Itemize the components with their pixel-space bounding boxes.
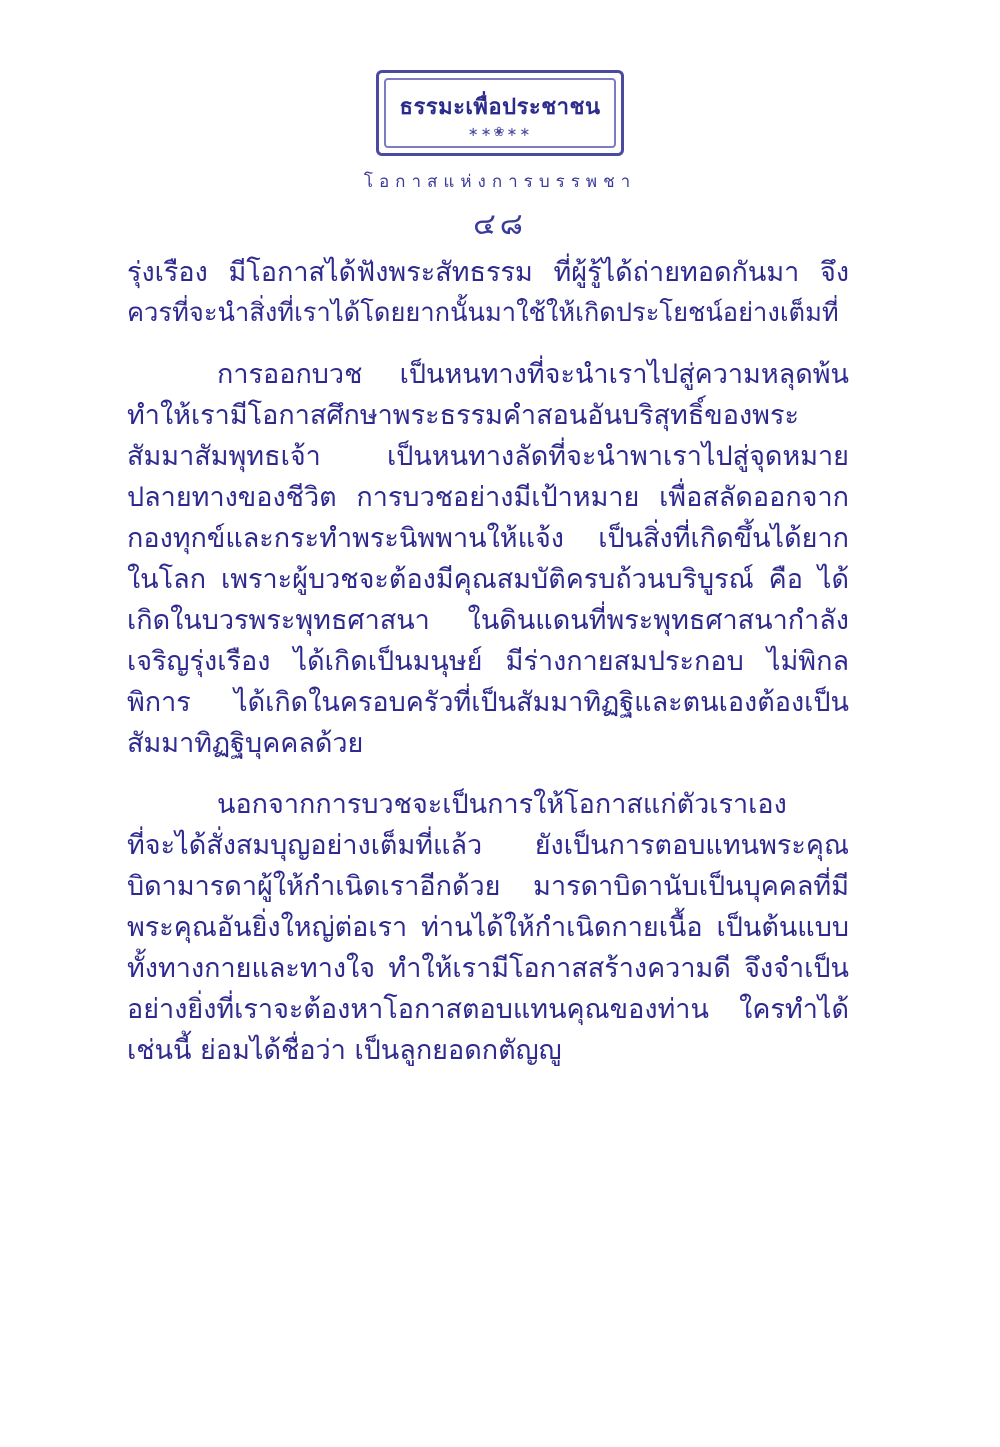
- text-line: บิดามารดาผู้ให้กำเนิดเราอีกด้วย มารดาบิดานับเป็นบุคคลที่มี: [127, 871, 849, 902]
- text-line: เจริญรุ่งเรือง ได้เกิดเป็นมนุษย์ มีร่างกายสมประกอบ ไม่พิกล: [127, 646, 849, 677]
- text-line: การออกบวช เป็นหนทางที่จะนำเราไปสู่ความหลุดพ้น: [217, 359, 849, 390]
- text-line: สัมมาสัมพุทธเจ้า เป็นหนทางลัดที่จะนำพาเราไปสู่จุดหมาย: [127, 441, 849, 472]
- series-logo: [376, 70, 624, 156]
- page-number: ๔๘: [473, 207, 527, 242]
- text-line: ที่จะได้สั่งสมบุญอย่างเต็มที่แล้ว ยังเป็นการตอบแทนพระคุณ: [127, 830, 849, 861]
- logo-title: ธรรมะเพื่อประชาชน: [399, 95, 601, 120]
- logo-ornament-icon: ∗∗❀∗∗: [467, 125, 533, 140]
- text-line: ควรที่จะนำสิ่งที่เราได้โดยยากนั้นมาใช้ให้เกิดประโยชน์อย่างเต็มที่: [127, 298, 839, 328]
- text-line: พระคุณอันยิ่งใหญ่ต่อเรา ท่านได้ให้กำเนิดกายเนื้อ เป็นต้นแบบ: [127, 912, 849, 943]
- text-line: ในโลก เพราะผู้บวชจะต้องมีคุณสมบัติครบถ้วนบริบูรณ์ คือ ได้: [127, 564, 849, 595]
- text-line: ทั้งทางกายและทางใจ ทำให้เรามีโอกาสสร้างความดี จึงจำเป็น: [127, 953, 849, 984]
- text-line: กองทุกข์และกระทำพระนิพพานให้แจ้ง เป็นสิ่งที่เกิดขึ้นได้ยาก: [127, 523, 849, 554]
- text-line: ปลายทางของชีวิต การบวชอย่างมีเป้าหมาย เพื่อสลัดออกจาก: [127, 482, 849, 513]
- paragraph-3: [127, 784, 849, 1071]
- text-line: สัมมาทิฏฐิบุคคลด้วย: [127, 728, 364, 759]
- book-subtitle: โอกาสแห่งการบรรพชา: [363, 172, 637, 192]
- text-line: รุ่งเรือง มีโอกาสได้ฟังพระสัทธรรม ที่ผู้รู้ได้ถ่ายทอดกันมา จึง: [127, 257, 849, 288]
- text-line: นอกจากการบวชจะเป็นการให้โอกาสแก่ตัวเราเอง: [217, 789, 787, 820]
- body-text: [127, 252, 849, 1091]
- text-line: เช่นนี้ ย่อมได้ชื่อว่า เป็นลูกยอดกตัญญู: [127, 1035, 562, 1066]
- text-line: อย่างยิ่งที่เราจะต้องหาโอกาสตอบแทนคุณของท่าน ใครทำได้: [127, 994, 849, 1025]
- text-line: ทำให้เรามีโอกาสศึกษาพระธรรมคำสอนอันบริสุทธิ์ของพระ: [127, 400, 799, 431]
- paragraph-2: [127, 354, 849, 764]
- page-header: [0, 70, 1000, 248]
- paragraph-1: [127, 252, 849, 334]
- text-line: พิการ ได้เกิดในครอบครัวที่เป็นสัมมาทิฏฐิและตนเองต้องเป็น: [127, 687, 849, 718]
- text-line: เกิดในบวรพระพุทธศาสนา ในดินแดนที่พระพุทธศาสนากำลัง: [127, 605, 849, 636]
